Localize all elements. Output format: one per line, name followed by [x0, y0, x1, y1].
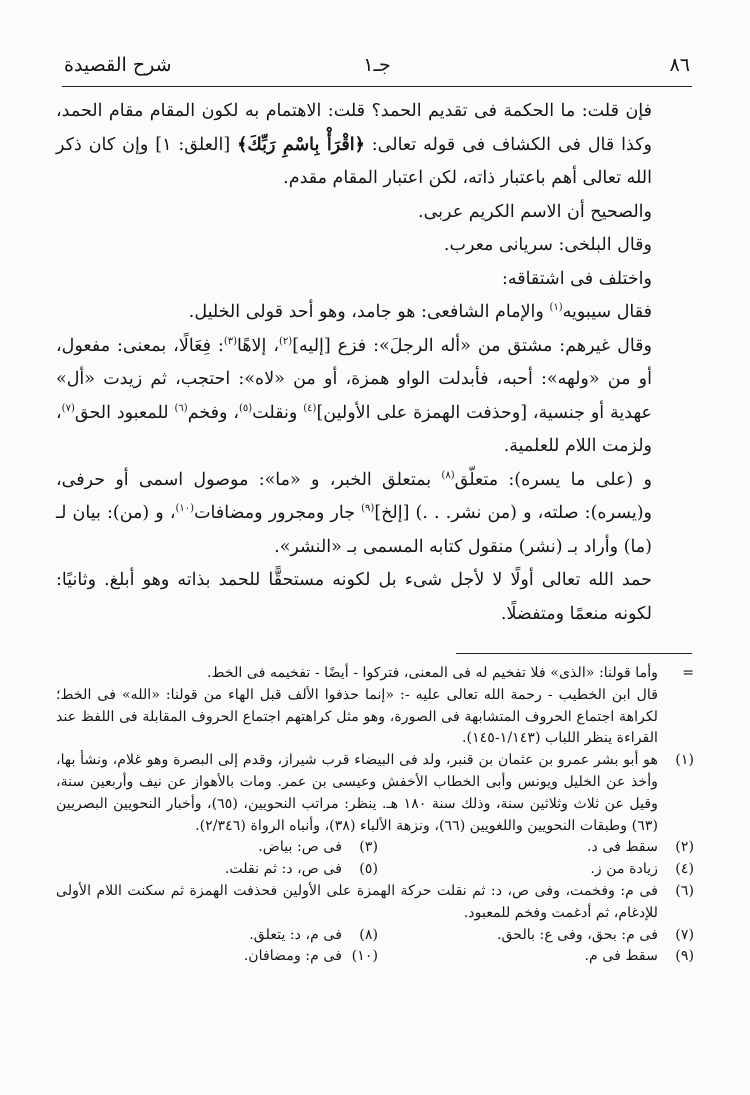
footnote-row	[56, 946, 694, 968]
paragraph-8: حمد الله تعالى أولًا لا لأجل شىء بل لكونه مستحقًّا للحمد بذاته وهو أبلغ. وثانيًا: لكونه منعمًا ومتفضلًا.	[56, 570, 652, 624]
quran-verse: ﴿اقْرَأْ بِاسْمِ رَبِّكَ﴾	[237, 134, 365, 155]
paragraph-7: و (على ما يسره): متعلّق$^{(٨)}$ بمتعلق الخبر، و «ما»: موصول اسمى أو حرفى، و(يسره): صلته، و (من نشر. . .) [إلخ]$^{(٩)}$ جار ومجرور ومضافات$^{(١٠)}$، و (من): بيان لـ (ما) وأراد بـ (نشر) منقول كتابه المسمى بـ «النشر».	[56, 469, 652, 557]
footnote-ref: (٧)	[61, 402, 75, 414]
footnotes	[56, 663, 694, 968]
footnote-row	[56, 925, 694, 947]
paragraph-1: فإن قلت: ما الحكمة فى تقديم الحمد؟ قلت: الاهتمام به لكون المقام مقام الحمد، وكذا قال فى الكشاف فى قوله تعالى: ﴿اقْرَأْ بِاسْمِ رَبِّكَ﴾ [العلق: ١] وإن كان ذكر الله تعالى أهم باعتبار ذاته، لكن اعتبار المقام مقدم.	[56, 101, 652, 188]
paragraph-3: وقال البلخى: سريانى معرب.	[443, 235, 652, 255]
footnote-divider	[456, 653, 692, 654]
footnote-1: (١) هو أبو بشر عمرو بن عثمان بن قنبر، ولد فى البيضاء قرب شيراز، وقدم إلى البصرة وهو غلام، ونشأ بها، وأخذ عن الخليل ويونس وأبى الخطاب الأخفش وعيسى بن عمر. ومات بالأهواز عن نيف وأربعين سنة، وقيل عن ثلاث وثلاثين سنة، وذلك سنة ١٨٠ هـ. ينظر: مراتب النحويين، (٦٥)، وأخبار النحويين البصريين (٦٣) وطبقات النحويين واللغويين (٦٦)، ونزهة الألباء (٣٨)، وأنباه الرواة (٢/٣٤٦).	[56, 752, 694, 834]
footnote-ref: (٢)	[279, 335, 293, 347]
footnote-6: (٦) فى م: وفخمت، وفى ص، د: ثم نقلت حركة الهمزة على الأولين فحذفت الهمزة ثم سكنت اللام الأولى للإدغام، ثم أدغمت وفخم للمعبود.	[56, 882, 694, 921]
footnote-7: (٧) فى م: بحق، وفى ع: بالحق.	[496, 926, 694, 943]
footnote-10: (١٠) فى م: ومضافان.	[243, 948, 378, 965]
footnote-5: (٥) فى ص، د: ثم نقلت.	[224, 861, 378, 878]
footnote-4: (٤) زيادة من ز.	[590, 861, 694, 878]
footnote-ref: (٦)	[174, 402, 188, 414]
main-text	[56, 95, 694, 631]
paragraph-4: واختلف فى اشتقاقه:	[501, 268, 652, 289]
footnote-row	[56, 837, 694, 859]
running-title: شرح القصيدة	[64, 54, 172, 76]
paragraph-5: فقال سيبويه$^{(١)}$ والإمام الشافعى: هو جامد، وهو أحد قولى الخليل.	[188, 302, 652, 322]
footnote-3: (٣) فى ص: بياض.	[258, 839, 378, 856]
footnote-row	[56, 859, 694, 881]
footnote-ref: (٥)	[239, 402, 253, 414]
footnote-ref: (٤)	[303, 402, 317, 414]
footnote-8: (٨) فى م، د: يتعلق.	[249, 926, 378, 943]
paragraph-6: وقال غيرهم: مشتق من «أله الرجلَ»: فزع [إليه]$^{(٢)}$، إلاهًا$^{(٣)}$: فِعَالًا، بمعنى: مفعول، أو من «ولهه»: أحبه، فأبدلت الواو همزة، أو من «لاه»: احتجب، ثم زيدت «أل» عهدية أو جنسية، [وحذفت الهمزة على الأولين]$^{(٤)}$ ونقلت$^{(٥)}$، وفخم$^{(٦)}$ للمعبود الحق$^{(٧)}$، ولزمت اللام للعلمية.	[56, 335, 652, 456]
footnote-ref: (١٠)	[175, 503, 195, 515]
continuation-mark: =	[682, 665, 694, 681]
footnote-2: (٢) سقط فى د.	[587, 839, 694, 856]
volume-label: جـ١	[363, 54, 391, 76]
page-header	[62, 52, 692, 87]
footnote-9: (٩) سقط فى م.	[584, 948, 694, 965]
footnote-continued: = وأما قولنا: «الذى» فلا تفخيم له فى المعنى، فتركوا - أيضًا - تفخيمه فى الخط. قال ابن الخطيب - رحمة الله تعالى عليه -: «إنما حذفوا الألف قبل الهاء من قولنا: «الله» فى الخط؛ لكراهة اجتماع الحروف المتشابهة فى الصورة، وهو مثل كراهتهم اجتماع الحروف المقابلة فى اللفظ عند القراءة ينظر اللباب (١/١٤٣-١٤٥).	[56, 663, 694, 750]
page-number: ٨٦	[669, 54, 690, 76]
footnote-ref: (٨)	[441, 469, 455, 481]
footnote-ref: (٩)	[361, 503, 375, 515]
footnote-ref: (١)	[549, 302, 563, 314]
paragraph-2: والصحيح أن الاسم الكريم عربى.	[418, 201, 652, 222]
footnote-ref: (٣)	[223, 335, 237, 347]
